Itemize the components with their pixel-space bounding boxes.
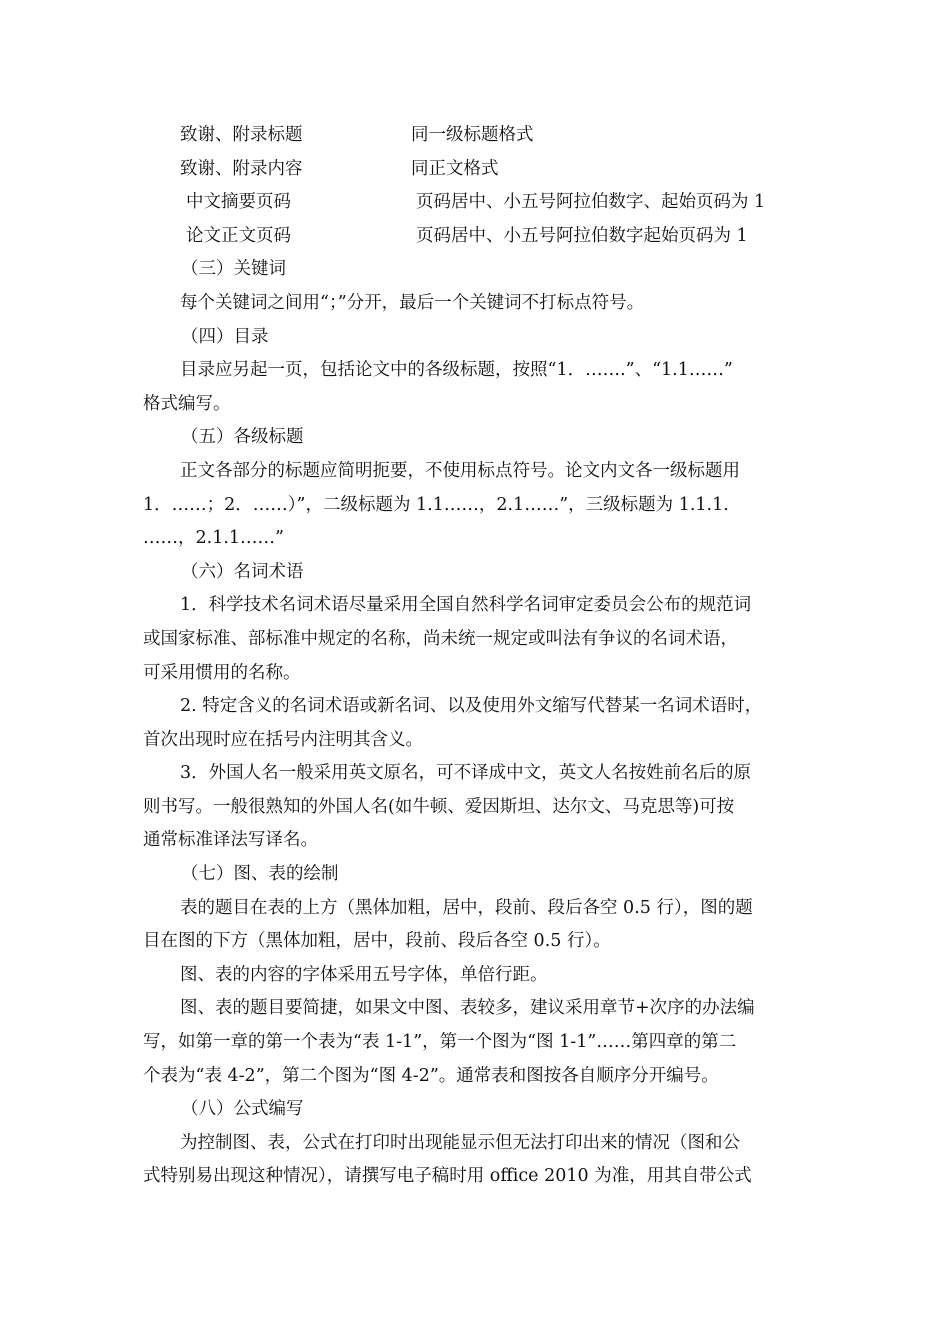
document-body: [143, 119, 815, 1194]
format-value: 页码居中、小五号阿拉伯数字、起始页码为 1: [416, 192, 766, 213]
paragraph-terms-3-line: 3．外国人名一般采用英文原名，可不译成中文，英文人名按姓前名后的原: [180, 763, 752, 784]
paragraph-terms-1-line: 或国家标准、部标准中规定的名称，尚未统一规定或叫法有争议的名词术语，: [143, 628, 738, 649]
paragraph-formula-line: 式特别易出现这种情况），请撰写电子稿时用 office 2010 为准，用其自带公式: [143, 1166, 752, 1187]
paragraph-titles-line: ……，2.1.1……”: [143, 528, 284, 549]
section-heading-formula: （八）公式编写: [181, 1099, 304, 1120]
format-item: 中文摘要页码: [186, 192, 291, 213]
paragraph-keywords: 每个关键词之间用“；”分开，最后一个关键词不打标点符号。: [180, 292, 645, 313]
format-row-ack-content: [143, 153, 815, 187]
paragraph-toc-line: 目录应另起一页，包括论文中的各级标题，按照“1．…….”、“1.1……”: [180, 360, 733, 381]
section-heading-figures: （七）图、表的绘制: [181, 864, 339, 885]
section-heading-titles: （五）各级标题: [181, 427, 304, 448]
format-item: 致谢、附录标题: [180, 125, 303, 145]
paragraph-figures-3-line: 个表为“表 4-2”，第二个图为“图 4-2”。通常表和图按各自顺序分开编号。: [143, 1065, 719, 1086]
format-value: 同正文格式: [411, 158, 499, 179]
format-value: 同一级标题格式: [411, 125, 534, 145]
paragraph-toc-line: 格式编写。: [143, 393, 231, 414]
paragraph-formula-line: 为控制图、表，公式在打印时出现能显示但无法打印出来的情况（图和公: [180, 1132, 740, 1153]
section-heading-keywords: （三）关键词: [181, 259, 286, 280]
section-heading-toc: （四）目录: [181, 326, 269, 347]
paragraph-terms-2-line: 首次出现时应在括号内注明其含义。: [143, 729, 423, 750]
paragraph-terms-1-line: 可采用惯用的名称。: [143, 662, 301, 683]
section-heading-terms: （六）名词术语: [181, 561, 304, 582]
paragraph-terms-3-line: 则书写。一般很熟知的外国人名(如牛顿、爱因斯坦、达尔文、马克思等)可按: [143, 796, 735, 817]
format-row-body-page: [143, 220, 815, 254]
paragraph-figures-3-line: 写，如第一章的第一个表为“表 1-1”，第一个图为“图 1-1”……第四章的第二: [143, 1032, 737, 1053]
paragraph-figures-1-line: 目在图的下方（黑体加粗，居中，段前、段后各空 0.5 行）。: [143, 931, 611, 952]
paragraph-titles-line: 正文各部分的标题应简明扼要，不使用标点符号。论文内文各一级标题用: [180, 460, 740, 481]
format-row-abstract-page: [143, 186, 815, 220]
format-item: 致谢、附录内容: [180, 158, 303, 179]
format-value: 页码居中、小五号阿拉伯数字起始页码为 1: [416, 225, 748, 246]
format-item: 论文正文页码: [186, 225, 291, 246]
paragraph-titles-line: 1．……；2．……）”，二级标题为 1.1……，2.1……”，三级标题为 1.1.1.: [143, 494, 729, 515]
paragraph-figures-1-line: 表的题目在表的上方（黑体加粗，居中，段前、段后各空 0.5 行），图的题: [180, 897, 753, 918]
format-row-ack-title: [143, 119, 815, 153]
paragraph-terms-1-line: 1．科学技术名词术语尽量采用全国自然科学名词审定委员会公布的规范词: [180, 595, 752, 616]
paragraph-terms-2-line: 2. 特定含义的名词术语或新名词、以及使用外文缩写代替某一名词术语时，: [180, 696, 763, 717]
paragraph-terms-3-line: 通常标准译法写译名。: [143, 830, 318, 851]
paragraph-figures-2-line: 图、表的内容的字体采用五号字体，单倍行距。: [180, 964, 548, 985]
paragraph-figures-3-line: 图、表的题目要简捷，如果文中图、表较多，建议采用章节+次序的办法编: [180, 998, 755, 1019]
